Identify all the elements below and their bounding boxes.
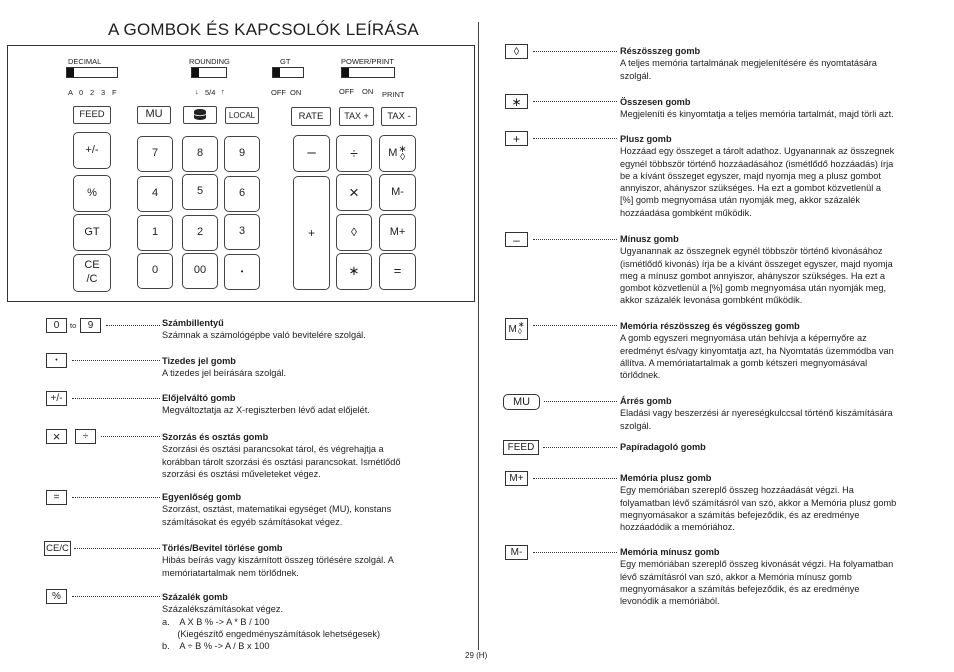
decimal-switch-label: DECIMAL [68, 57, 102, 66]
entry-memory-plus: Memória plusz gomb Egy memóriában szereplő összeg hozzáadását végzi. Ha folyamatban lévő számításról van szó, akkor a Memória plusz gomb megnyomásakor a számítás befejeződik, és az eredménye hozzáadódik a memóriához. [620, 473, 897, 533]
leader-dots [533, 239, 617, 240]
tax-plus-key[interactable]: TAX + [339, 107, 374, 126]
leader-dots [533, 138, 617, 139]
round-up-icon: ↑ [221, 87, 225, 96]
decimal-pos-a: A [68, 88, 74, 97]
leader-dots [544, 401, 617, 402]
entry-sign-change: Előjelváltó gomb Megváltoztatja az X-regiszterben lévő adat előjelét. [162, 393, 370, 416]
decimal-point-icon: • [46, 353, 67, 368]
round-down-icon: ↓ [195, 87, 199, 96]
local-key[interactable]: LOCAL [225, 107, 259, 124]
gt-switch-label: GT [280, 57, 291, 66]
memory-minus-icon: M- [505, 545, 528, 560]
key-8[interactable]: 8 [182, 136, 218, 172]
gt-pos-on: ON [290, 88, 302, 97]
key-3[interactable]: 3 [224, 214, 260, 250]
memory-plus-icon: M+ [505, 471, 528, 486]
key-4[interactable]: 4 [137, 176, 173, 212]
mu-key[interactable]: MU [137, 106, 171, 124]
minus-key[interactable]: – [293, 135, 330, 172]
mu-icon: MU [503, 394, 540, 410]
memory-minus-key[interactable]: M- [379, 174, 416, 211]
gt-switch[interactable] [272, 67, 304, 78]
memory-plus-key[interactable]: M+ [379, 214, 416, 251]
divide-key[interactable]: ÷ [336, 135, 372, 172]
divide-icon: ÷ [75, 429, 96, 444]
total-key[interactable]: ∗ [336, 253, 372, 290]
entry-equals: Egyenlőség gomb Szorzást, osztást, matematikai egységet (MU), konstans számításokat és egyéb számításokat végez. [162, 492, 392, 527]
equals-key[interactable]: = [379, 253, 416, 290]
leader-dots [72, 596, 160, 597]
ce-c-icon: CE/C [44, 541, 71, 556]
entry-percent: Százalék gomb Százalékszámításokat végez. a. A X B % -> A * B / 100 (Kiegészítő engedményszámítások lehetségesek) b. A ÷ B % -> A / B x 100 [162, 592, 381, 652]
key-5[interactable]: 5 [182, 174, 218, 210]
entry-subtotal: Részösszeg gomb A teljes memória tartalmának megjelenítésére és nyomtatására szolgál. [620, 46, 877, 81]
page-title: A GOMBOK ÉS KAPCSOLÓK LEÍRÁSA [108, 20, 419, 39]
key-2[interactable]: 2 [182, 215, 218, 251]
power-pos-off: OFF [339, 87, 354, 96]
leader-dots [101, 436, 160, 437]
memory-total-key[interactable]: M ∗ ◊ [379, 135, 416, 172]
multiply-icon: × [46, 429, 67, 444]
minus-icon: – [505, 232, 528, 247]
leader-dots [533, 325, 617, 326]
decimal-point-key[interactable]: • [224, 254, 260, 290]
feed-icon: FEED [503, 440, 539, 455]
leader-dots [543, 447, 617, 448]
feed-key[interactable]: FEED [73, 106, 111, 124]
percent-icon: % [46, 589, 67, 604]
tax-minus-key[interactable]: TAX - [381, 107, 417, 126]
leader-dots [533, 552, 617, 553]
column-divider [478, 22, 479, 650]
key-1[interactable]: 1 [137, 215, 173, 251]
rounding-switch[interactable] [191, 67, 227, 78]
power-pos-on: ON [362, 87, 374, 96]
total-icon: ∗ [505, 94, 528, 109]
key-9[interactable]: 9 [224, 136, 260, 172]
multiply-key[interactable]: × [336, 174, 372, 211]
power-pos-print: PRINT [382, 90, 405, 99]
rounding-pos-54: 5/4 [205, 88, 216, 97]
c-label: /C [86, 273, 98, 285]
to-label: to [70, 321, 77, 330]
key-0[interactable]: 0 [137, 253, 173, 289]
key-0-icon: 0 [46, 318, 67, 333]
gt-pos-off: OFF [271, 88, 286, 97]
key-00[interactable]: 00 [182, 253, 218, 289]
decimal-pos-f: F [112, 88, 117, 97]
leader-dots [533, 101, 617, 102]
entry-decimal-key: Tizedes jel gomb A tizedes jel beírására szolgál. [162, 356, 287, 379]
power-switch[interactable] [341, 67, 395, 78]
page-number: 29 (H) [465, 651, 488, 660]
ce-c-key[interactable] [73, 254, 111, 292]
percent-key[interactable]: % [73, 175, 111, 212]
plus-minus-key[interactable]: +/- [73, 132, 111, 169]
decimal-pos-2: 2 [90, 88, 95, 97]
leader-dots [533, 478, 617, 479]
key-9-icon: 9 [80, 318, 101, 333]
ce-label: CE [84, 259, 100, 272]
rounding-switch-label: ROUNDING [189, 57, 230, 66]
power-switch-label: POWER/PRINT [341, 57, 394, 66]
memory-total-icon: M ∗ ◊ [505, 318, 528, 340]
leader-dots [106, 325, 160, 326]
equals-icon: = [46, 490, 67, 505]
calculator-diagram [7, 45, 475, 302]
coin-icon-key[interactable] [183, 106, 217, 124]
entry-total: Összesen gomb Megjeleníti és kinyomtatja a teljes memória tartalmát, majd törli azt. [620, 97, 894, 120]
subtotal-key[interactable]: ◊ [336, 214, 372, 251]
leader-dots [72, 398, 160, 399]
decimal-pos-3: 3 [101, 88, 106, 97]
decimal-switch[interactable] [66, 67, 118, 78]
entry-feed: Papíradagoló gomb [620, 442, 706, 452]
plus-minus-icon: +/- [46, 391, 67, 406]
leader-dots [74, 548, 160, 549]
entry-memory-total: Memória részösszeg és végösszeg gomb A gomb egyszeri megnyomása után behívja a képernyőre az eredményt és/vagy kinyomtatja azt, ha Nyomtatás üzemmódba van állítva. A memóriatartalmak a gomb kétszeri megnyomásával törlődnek. [620, 321, 894, 381]
entry-number-keys: Számbillentyű Számnak a számológépbe való bevitelére szolgál. [162, 318, 366, 341]
plus-key[interactable]: + [293, 176, 330, 290]
entry-plus: Plusz gomb Hozzáad egy összeget a tárolt adathoz. Ugyanannak az összegnek egynél többször történő hozzáadásához (ismétlődő hozzáadás) írja be a kívánt összeget egyszer, majd nyomja meg a plusz gombot annyiszor, ahányszor szükséges. Ha ezt a gombot közvetlenül a [%] gomb megnyomása után nyomják meg, akkor százalék hozzáadása gombként működik. [620, 134, 895, 218]
rate-key[interactable]: RATE [291, 107, 331, 126]
leader-dots [72, 360, 160, 361]
entry-clear: Törlés/Bevitel törlése gomb Hibás beírás vagy kiszámított összeg törlésére szolgál. A memóriatartalmak nem törlődnek. [162, 543, 394, 578]
coins-icon [192, 108, 208, 122]
entry-markup: Árrés gomb Eladási vagy beszerzési ár nyereségkulccsal történő kiszámítására szolgál. [620, 396, 893, 431]
entry-minus: Mínusz gomb Ugyanannak az összegnek egynél többször történő kivonásához (ismétlődő kivonás) írja be a kívánt összeget egyszer, majd nyomja meg a mínusz gombot annyiszor, ahányszor szükséges. Ha ezt a gombot közvetlenül a [%] gomb megnyomása után nyomják meg, akkor százalék levonása gombként működik. [620, 234, 893, 306]
leader-dots [533, 51, 617, 52]
subtotal-icon: ◊ [505, 44, 528, 59]
memory-total-label: M [388, 146, 398, 159]
leader-dots [72, 497, 160, 498]
entry-multiply-divide: Szorzás és osztás gomb Szorzási és osztási parancsokat tárol, és végrehajtja a korábban tárolt szorzási és osztási parancsokat. Ismétlődő szorzási és osztási műveleteket végez. [162, 432, 401, 479]
plus-icon: + [505, 131, 528, 146]
gt-key[interactable]: GT [73, 214, 111, 251]
key-7[interactable]: 7 [137, 136, 173, 172]
decimal-pos-0: 0 [79, 88, 84, 97]
key-6[interactable]: 6 [224, 176, 260, 212]
entry-memory-minus: Memória mínusz gomb Egy memóriában szereplő összeg kivonását végzi. Ha folyamatban lévő számításról van szó, akkor a Memória mínusz gomb megnyomásakor a számítás befejeződik, és az eredménye levonódik a memóriából. [620, 547, 894, 607]
